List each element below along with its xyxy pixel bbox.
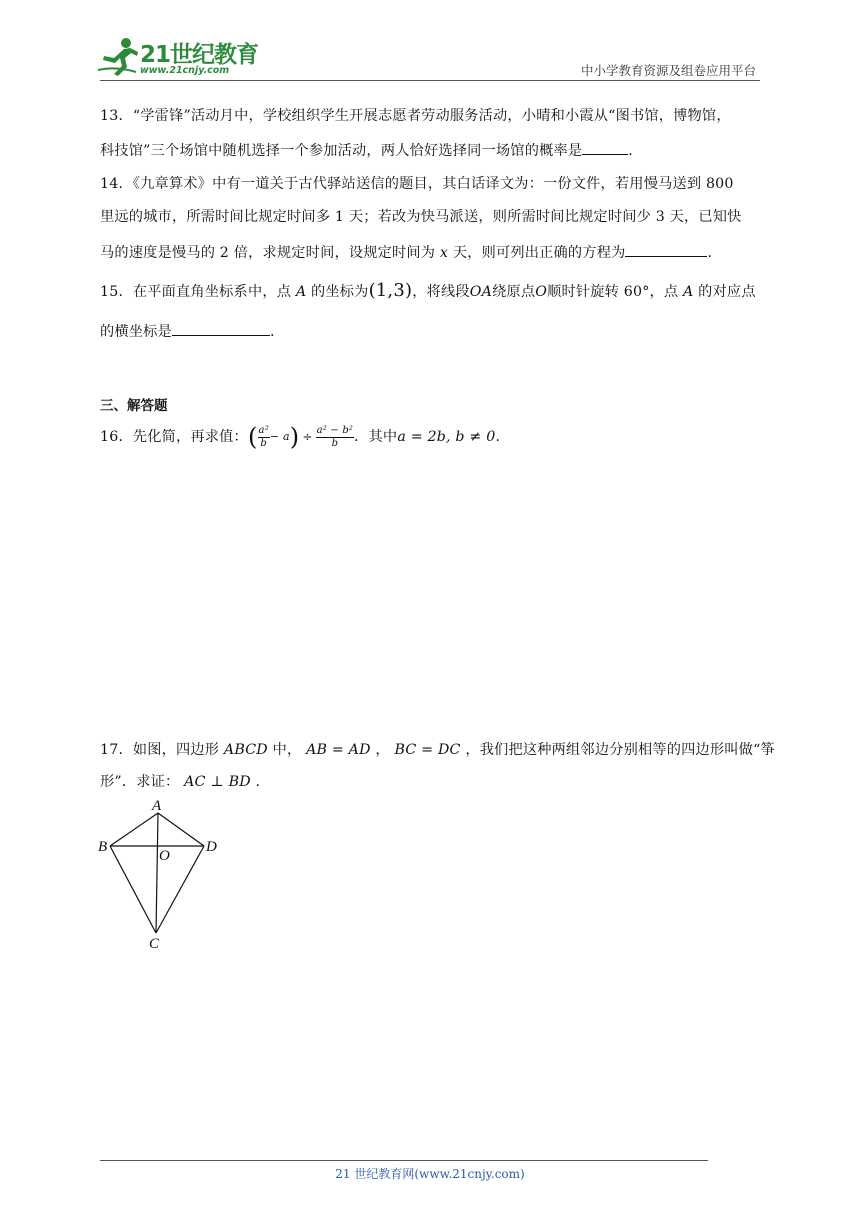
q16-frac2 <box>316 425 355 450</box>
q15-text-c: ，将线段 <box>412 284 470 300</box>
q14-answer-blank <box>625 241 707 257</box>
label-o: O <box>159 848 170 864</box>
header-divider <box>100 80 760 81</box>
q16-frac2-den: b <box>331 437 339 449</box>
q14-line3 <box>100 241 712 263</box>
kite-diagram <box>96 795 236 955</box>
q16-line <box>100 420 500 454</box>
q13-answer-blank <box>582 139 628 155</box>
q17-text-d: 形”．求证： <box>100 774 180 790</box>
q17-comma: ， <box>375 742 390 758</box>
q17-line2 <box>100 772 260 792</box>
label-c: C <box>149 936 160 952</box>
q15-text-f: 的对应点 <box>698 284 756 300</box>
q15-answer-blank <box>172 320 270 336</box>
q13-text: 科技馆”三个场馆中随机选择一个参加活动，两人恰好选择同一场馆的概率是 <box>100 143 583 159</box>
side-ad <box>158 813 204 846</box>
q17-text-b: 中， <box>272 742 302 758</box>
q15-origin: O <box>535 284 548 300</box>
q15-line1 <box>100 281 756 302</box>
q16-frac2-num: a² − b² <box>316 424 354 436</box>
q14-var: x <box>439 245 449 261</box>
footer-divider <box>100 1160 708 1161</box>
q17-eq1: AB = AD <box>306 742 371 758</box>
q14-end: . <box>707 245 713 261</box>
q17-perp: AC ⊥ BD <box>184 774 251 790</box>
q14-line1: 14．《九章算术》中有一道关于古代驿站送信的题目，其白话译文为：一份文件，若用慢马送到 800 <box>100 176 734 192</box>
side-ab <box>110 813 158 846</box>
q13-end: . <box>628 143 633 159</box>
left-paren: ( <box>247 423 258 451</box>
q16-minus-a: − a <box>269 430 290 443</box>
q16-mid: ．其中 <box>354 429 398 445</box>
label-b: B <box>98 839 108 855</box>
q15-coord: (1,3) <box>368 280 413 301</box>
label-d: D <box>206 839 217 855</box>
q13-line1: 13．“学雷锋”活动月中，学校组织学生开展志愿者劳动服务活动，小晴和小霞从“图书馆，博物馆， <box>100 108 731 124</box>
q15-line2 <box>100 320 275 342</box>
side-bc <box>110 846 156 933</box>
q15-segment: OA <box>469 284 493 300</box>
q16-end: . <box>495 429 501 445</box>
logo <box>96 36 259 80</box>
q16-frac1 <box>258 425 270 450</box>
q15-point-a: A <box>295 284 307 300</box>
right-paren: ) <box>289 423 300 451</box>
platform-title: 中小学教育资源及组卷应用平台 <box>580 63 756 78</box>
q17-end: . <box>255 774 261 790</box>
q17-text-c: ，我们把这种两组邻边分别相等的四边形叫做“筝 <box>465 742 775 758</box>
q17-eq2: BC = DC <box>394 742 461 758</box>
logo-url: www.21cnjy.com <box>140 65 230 76</box>
q14-text-a: 马的速度是慢马的 2 倍，求规定时间，设规定时间为 <box>100 245 436 261</box>
q16-div: ÷ <box>302 430 313 444</box>
runner-logo-icon <box>96 36 140 76</box>
q15-end: . <box>269 324 275 340</box>
diagonal-ac <box>156 813 158 933</box>
q15-text-b: 的坐标为 <box>311 284 369 300</box>
q17-quad: ABCD <box>223 742 268 758</box>
q15-text-e: 顺时针旋转 60°，点 <box>547 284 679 300</box>
label-a: A <box>152 798 162 814</box>
q16-prefix: 16．先化简，再求值： <box>100 429 248 445</box>
section-heading: 三、解答题 <box>100 398 168 414</box>
q13-line2 <box>100 139 633 161</box>
q15-point-a2: A <box>682 284 694 300</box>
q15-text-g: 的横坐标是 <box>100 324 172 340</box>
logo-text: 21世纪教育 <box>140 42 259 68</box>
q17-text-a: 17．如图，四边形 <box>100 742 220 758</box>
footer-text: 21 世纪教育网(www.21cnjy.com) <box>335 1167 525 1181</box>
q17-line1 <box>100 740 775 760</box>
q16-cond: a = 2b, b ≠ 0 <box>397 429 496 445</box>
q14-text-b: 天，则可列出正确的方程为 <box>452 245 626 261</box>
q14-line2: 里远的城市，所需时间比规定时间多 1 天；若改为快马派送，则所需时间比规定时间少 3 天，已知快 <box>100 209 742 225</box>
q15-text-a: 15．在平面直角坐标系中，点 <box>100 284 292 300</box>
q16-frac1-den: b <box>260 437 268 449</box>
q16-frac1-num: a² <box>258 424 269 436</box>
q15-text-d: 绕原点 <box>492 284 536 300</box>
